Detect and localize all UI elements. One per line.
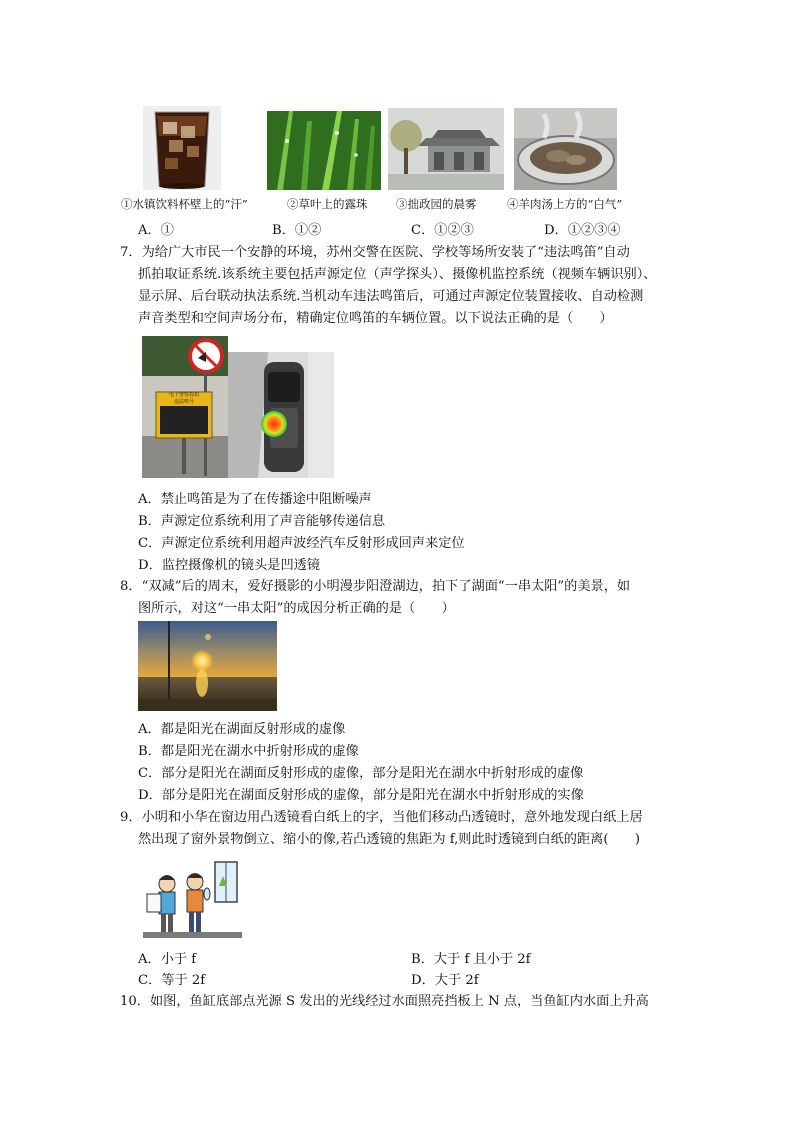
q6-option-c[interactable]: C．①②③ xyxy=(411,223,474,238)
photo-mutton-soup-steam xyxy=(514,108,617,190)
q8-stem-line-1: 8．“双减”后的周末，爱好摄影的小明漫步阳澄湖边，拍下了湖面“一串太阳”的美景，如 xyxy=(120,579,631,594)
sign-text-line-2: 违法鸣号 xyxy=(173,399,194,405)
photo-car-sound-heatmap xyxy=(228,352,334,478)
q7-stem-line-1: 7．为给广大市民一个安静的环境，苏州交警在医院、学校等场所安装了“违法鸣笛”自动 xyxy=(120,245,630,260)
photo-iced-drink xyxy=(143,106,221,190)
q8-stem-line-2: 图所示，对这“一串太阳”的成因分析正确的是（ ） xyxy=(138,601,455,616)
q8-option-b[interactable]: B．都是阳光在湖水中折射形成的虚像 xyxy=(138,744,359,759)
q8-option-c[interactable]: C．部分是阳光在湖面反射形成的虚像，部分是阳光在湖水中折射形成的虚像 xyxy=(138,766,584,781)
q7-option-a[interactable]: A．禁止鸣笛是为了在传播途中阻断噪声 xyxy=(138,492,372,507)
q7-stem-line-2: 抓拍取证系统.该系统主要包括声源定位（声学探头）、摄像机监控系统（视频车辆识别）、 xyxy=(138,267,657,282)
q8-option-a[interactable]: A．都是阳光在湖面反射形成的虚像 xyxy=(138,722,346,737)
q8-option-d[interactable]: D．部分是阳光在湖面反射形成的虚像，部分是阳光在湖水中折射形成的实像 xyxy=(138,788,584,803)
photo-lake-sunset xyxy=(138,621,277,711)
q7-stem-line-3: 显示屏、后台联动执法系统.当机动车违法鸣笛后，可通过声源定位装置接收、自动检测 xyxy=(138,289,644,304)
photo-no-honking-sign-display xyxy=(142,336,228,478)
q9-option-c[interactable]: C．等于 2f xyxy=(138,973,206,988)
q6-option-b[interactable]: B．①② xyxy=(272,223,322,238)
q6-option-d[interactable]: D．①②③④ xyxy=(544,223,621,238)
sign-text-line-1: 电子警察抓拍 xyxy=(168,392,199,398)
q7-stem-line-4: 声音类型和空间声场分布，精确定位鸣笛的车辆位置。以下说法正确的是（ ） xyxy=(138,311,613,326)
caption-mutton-soup-steam: ④羊肉汤上方的“白气” xyxy=(507,197,623,211)
q9-stem-line-2: 然出现了窗外景物倒立、缩小的像,若凸透镜的焦距为 f,则此时透镜到白纸的距离( ) xyxy=(138,832,641,847)
q9-stem-line-1: 9．小明和小华在窗边用凸透镜看白纸上的字，当他们移动凸透镜时，意外地发现白纸上居 xyxy=(120,810,643,825)
q7-option-c[interactable]: C．声源定位系统利用超声波经汽车反射形成回声来定位 xyxy=(138,536,465,551)
q9-option-d[interactable]: D．大于 2f xyxy=(411,973,479,988)
caption-grass-dew: ②草叶上的露珠 xyxy=(287,197,368,211)
photo-grass-dew xyxy=(267,111,381,190)
q10-stem-line-1: 10．如图，鱼缸底部点光源 S 发出的光线经过水面照亮挡板上 N 点，当鱼缸内水面上升高 xyxy=(120,994,649,1009)
photo-garden-fog xyxy=(388,108,504,190)
q7-option-d[interactable]: D．监控摄像机的镜头是凹透镜 xyxy=(138,558,321,573)
q9-option-b[interactable]: B．大于 f 且小于 2f xyxy=(411,952,531,967)
caption-iced-drink: ①水镇饮料杯壁上的“汗” xyxy=(121,197,248,211)
q7-option-b[interactable]: B．声源定位系统利用了声音能够传递信息 xyxy=(138,514,386,529)
illustration-lens-window xyxy=(143,856,242,938)
q9-option-a[interactable]: A．小于 f xyxy=(138,952,197,967)
caption-garden-fog: ③拙政园的晨雾 xyxy=(396,197,477,211)
q6-option-a[interactable]: A．① xyxy=(138,223,174,238)
